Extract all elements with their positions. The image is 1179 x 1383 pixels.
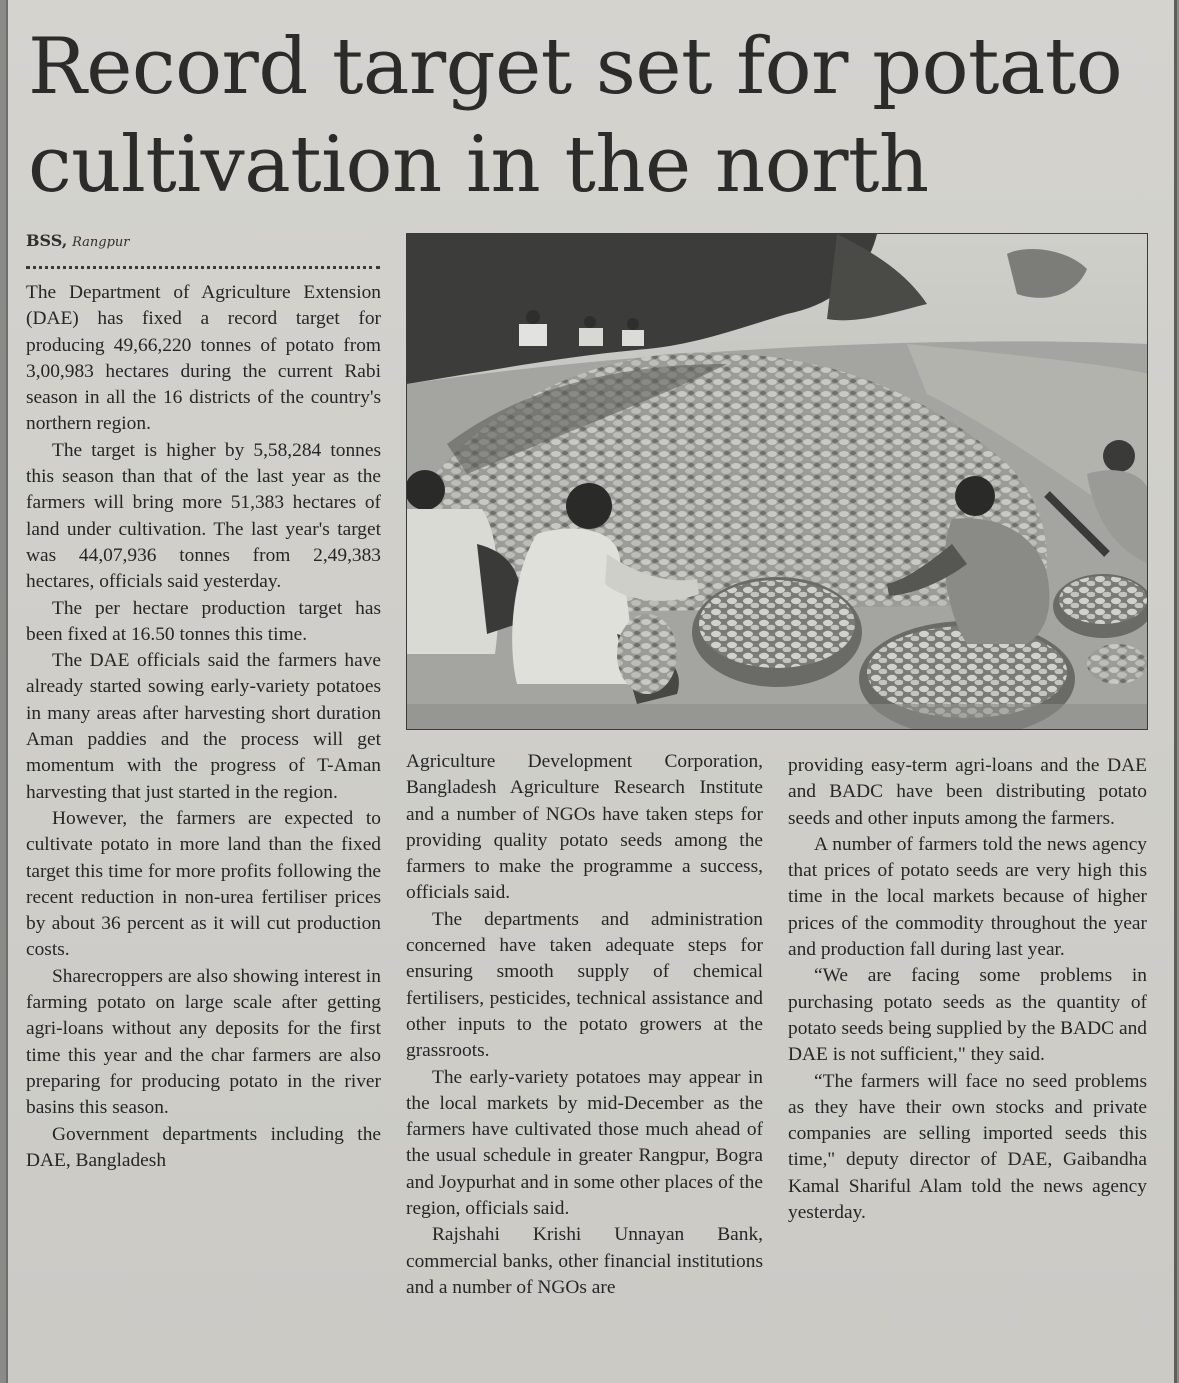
paragraph: Agriculture Development Corporation, Bangladesh Agriculture Research Institute and a number of NGOs have taken steps for providing quality potato seeds among the farmers to make the programme a success, officials said.	[406, 751, 763, 904]
paragraph: providing easy-term agri-loans and the DAE and BADC have been distributing potato seeds and other inputs among the farmers.	[788, 755, 1147, 829]
paragraph: “The farmers will face no seed problems as they have their own stocks and private companies are selling imported seeds this time," deputy director of DAE, Gaibandha Kamal Shariful Alam told the news agency yesterday.	[788, 1070, 1147, 1224]
paragraph: “We are facing some problems in purchasing potato seeds as the quantity of potato seeds being supplied by the BADC and DAE is not sufficient," they said.	[788, 965, 1147, 1066]
paragraph: The per hectare production target has been fixed at 16.50 tonnes this time.	[26, 597, 381, 645]
paragraph: Sharecroppers are also showing interest in farming potato on large scale after getting agri-loans without any deposits for the first time this year and the char farmers are also preparing for producing potato in the river basins this season.	[26, 965, 381, 1119]
paragraph: The DAE officials said the farmers have already started sowing early-variety potatoes in many areas after harvesting short duration Aman paddies and the process will get momentum with the progress of T-Aman harvesting that just started in the region.	[26, 650, 381, 803]
headline: Record target set for potato cultivation in the north	[28, 22, 1123, 210]
article-column-2	[406, 749, 763, 1354]
paragraph: However, the farmers are expected to cultivate potato in more land than the fixed target this time for more profits following the recent reduction in non-urea fertiliser prices by about 36 percent as it will cut production costs.	[26, 807, 381, 961]
column-rule	[1174, 0, 1177, 1383]
byline-agency: BSS,	[26, 231, 68, 250]
byline-place: Rangpur	[72, 235, 130, 250]
article-column-1	[26, 280, 381, 1350]
article-column-3	[788, 753, 1147, 1358]
paragraph: The target is higher by 5,58,284 tonnes this season than that of the last year as the farmers will bring more 51,383 hectares of land under cultivation. The last year's target was 44,07,936 tonnes from 2,49,383 hectares, officials said yesterday.	[26, 439, 381, 593]
byline	[26, 231, 130, 250]
paragraph: The Department of Agriculture Extension (DAE) has fixed a record target for producing 49,66,220 tonnes of potato from 3,00,983 hectares during the current Rabi season in all the 16 districts of the country's northern region.	[26, 282, 381, 435]
photo-potato-harvest	[407, 234, 1148, 730]
dotted-divider	[26, 266, 380, 269]
article-photo	[406, 233, 1148, 730]
paragraph: Rajshahi Krishi Unnayan Bank, commercial banks, other financial institutions and a number of NGOs are	[406, 1224, 763, 1298]
paragraph: Government departments including the DAE, Bangladesh	[26, 1123, 381, 1171]
paragraph: A number of farmers told the news agency that prices of potato seeds are very high this time in the local markets because of higher prices of the commodity throughout the year and production fall during last year.	[788, 833, 1147, 961]
paragraph: The departments and administration concerned have taken adequate steps for ensuring smooth supply of chemical fertilisers, pesticides, technical assistance and other inputs to the potato growers at the grassroots.	[406, 908, 763, 1062]
paragraph: The early-variety potatoes may appear in the local markets by mid-December as the farmers have cultivated those much ahead of the usual schedule in greater Rangpur, Bogra and Joypurhat and in some other places of the region, officials said.	[406, 1066, 763, 1220]
